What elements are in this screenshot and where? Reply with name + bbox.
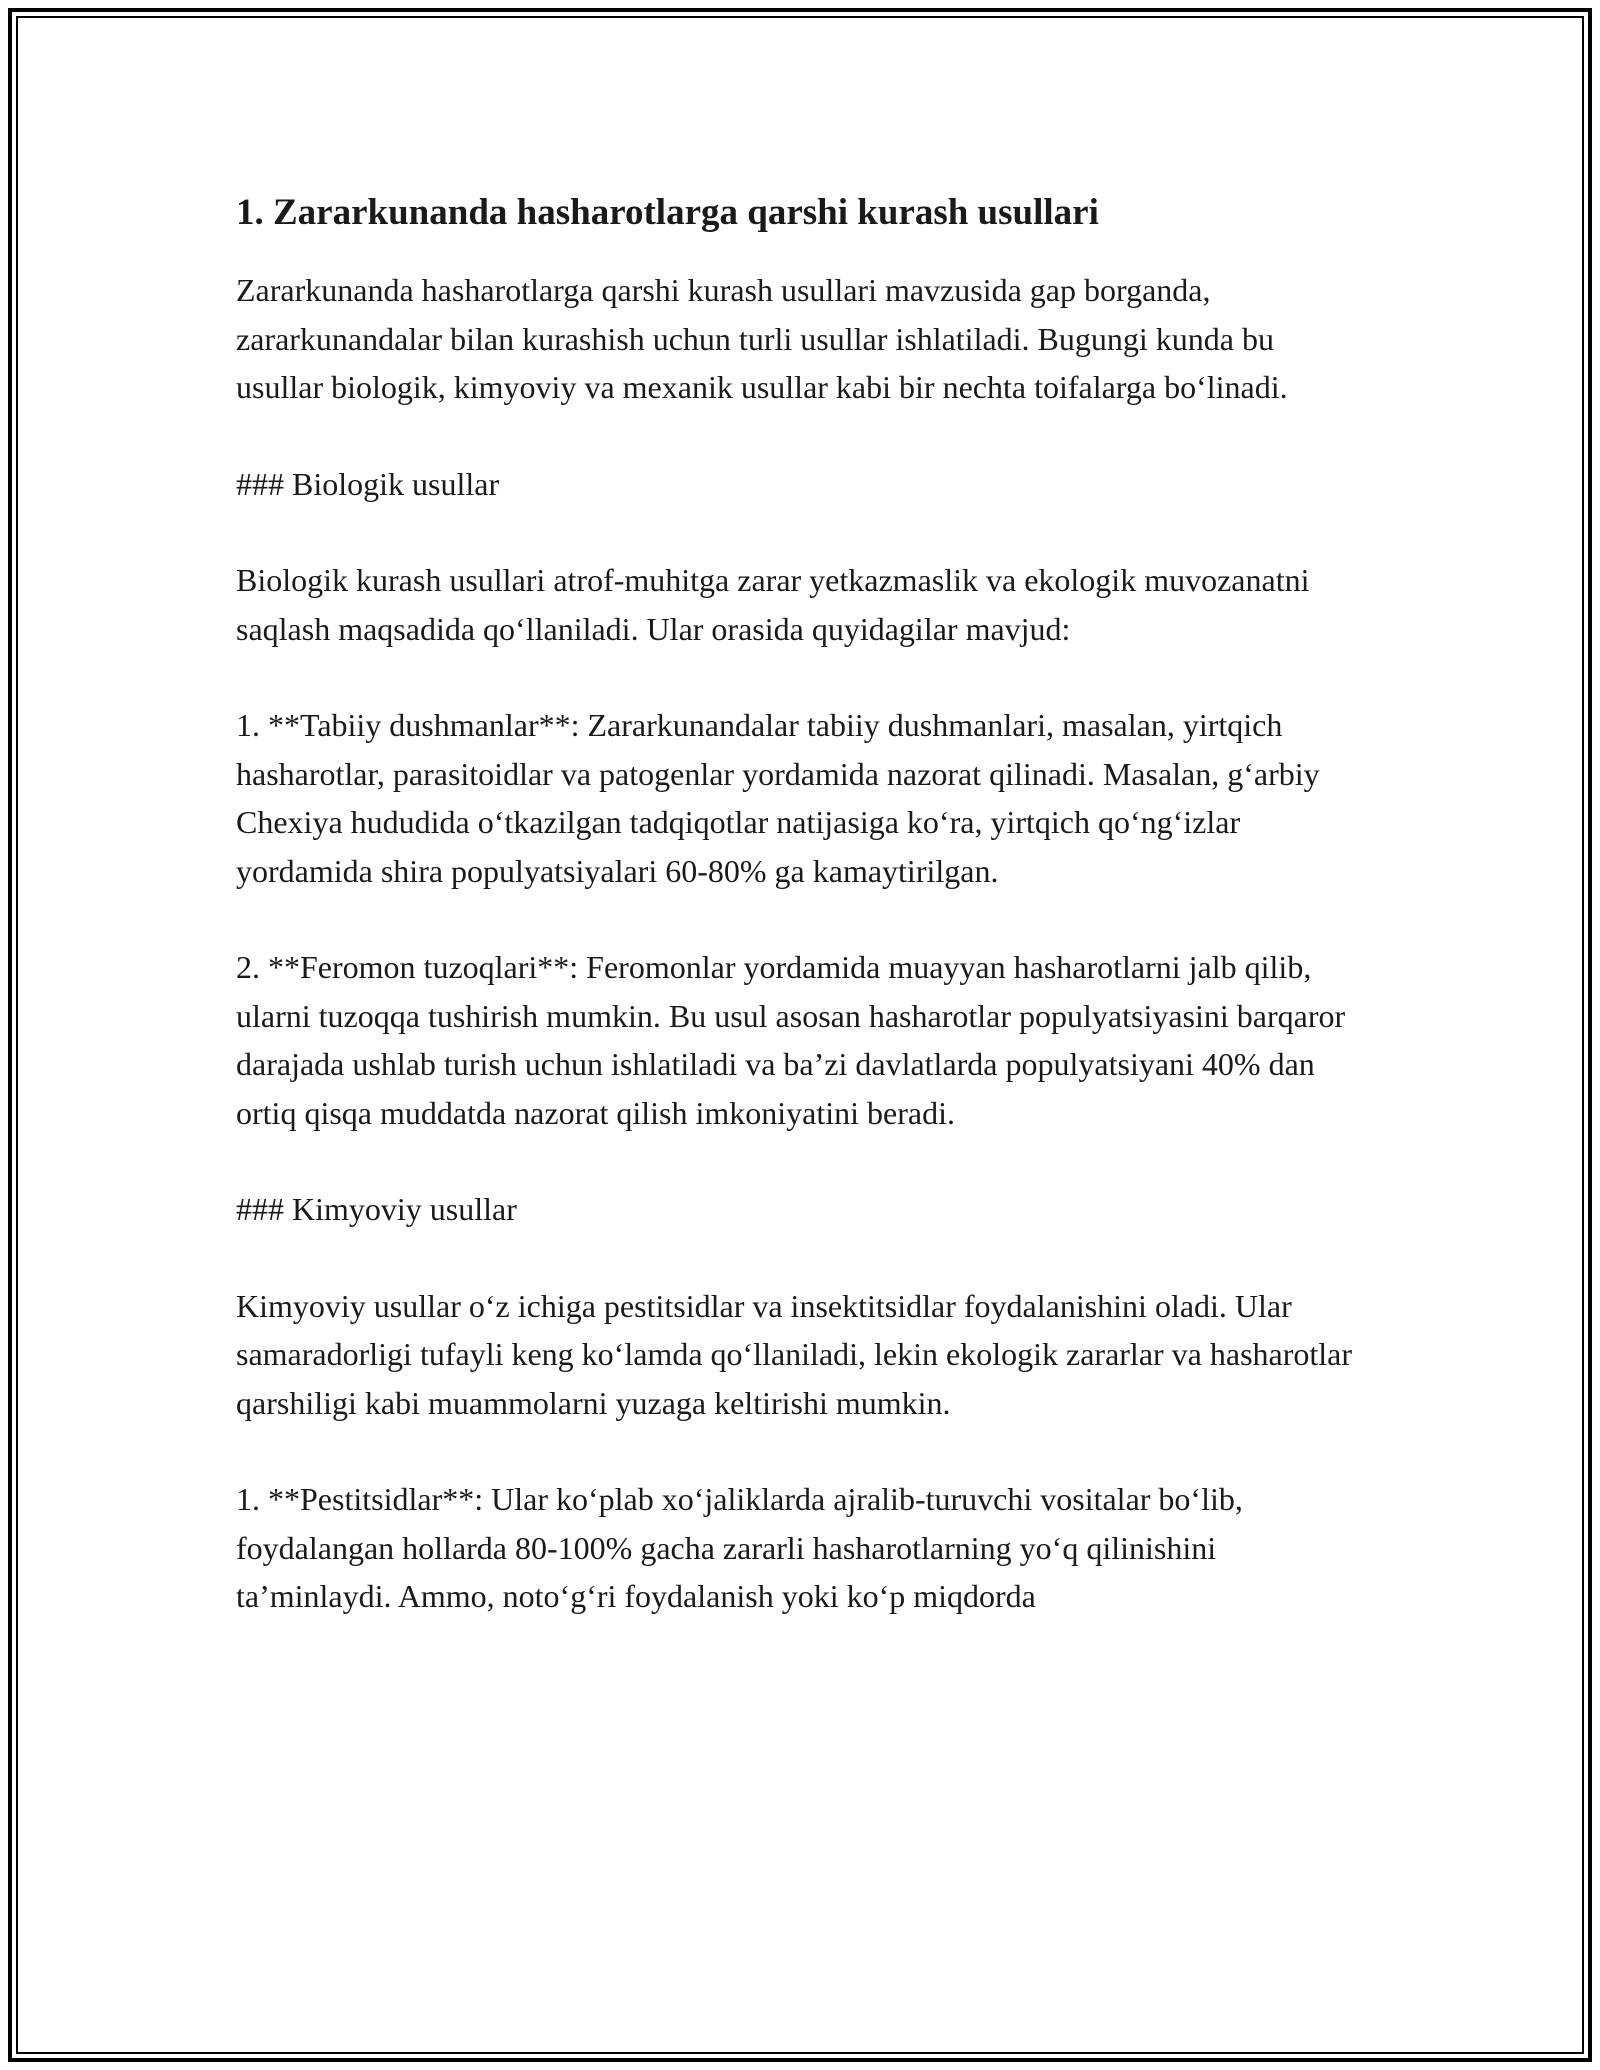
list-item-tabiiy-dushmanlar: 1. **Tabiiy dushmanlar**: Zararkunandalar tabiiy dushmanlari, masalan, yirtqich hasharotlar, parasitoidlar va patogenlar yordamida nazorat qilinadi. Masalan, g‘arbiy Chexiya hududida o‘tkazilgan tadqiqotlar natijasiga ko‘ra, yirtqich qo‘ng‘izlar yordamida shira populyatsiyalari 60-80% ga kamaytirilgan. [236, 707, 1320, 889]
document-title: 1. Zararkunanda hasharotlarga qarshi kurash usullari [236, 192, 1099, 233]
list-item-pestitsidlar: 1. **Pestitsidlar**: Ular ko‘plab xo‘jaliklarda ajralib-turuvchi vositalar bo‘lib, foydalangan hollarda 80-100% gacha zararli hasharotlarning yo‘q qilinishini ta’minlaydi. Ammo, noto‘g‘ri foydalanish yoki ko‘p miqdorda [236, 1481, 1243, 1614]
list-item-feromon-tuzoqlari: 2. **Feromon tuzoqlari**: Feromonlar yordamida muayyan hasharotlarni jalb qilib, ularni tuzoqqa tushirish mumkin. Bu usul asosan hasharotlar populyatsiyasini barqaror darajada ushlab turish uchun ishlatiladi va ba’zi davlatlarda populyatsiyani 40% dan ortiq qisqa muddatda nazorat qilish imkoniyatini beradi. [236, 949, 1346, 1131]
kimyoviy-intro-paragraph: Kimyoviy usullar o‘z ichiga pestitsidlar va insektitsidlar foydalanishini oladi. Ular samaradorligi tufayli keng ko‘lamda qo‘llaniladi, lekin ekologik zararlar va hasharotlar qarshiligi kabi muammolarni yuzaga keltirishi mumkin. [236, 1287, 1353, 1421]
section-heading-biologik: ### Biologik usullar [236, 465, 500, 502]
intro-paragraph: Zararkunanda hasharotlarga qarshi kurash usullari mavzusida gap borganda, zararkunandalar bilan kurashish uchun turli usullar ishlatiladi. Bugungi kunda bu usullar biologik, kimyoviy va mexanik usullar kabi bir nechta toifalarga bo‘linadi. [236, 272, 1288, 405]
section-heading-kimyoviy: ### Kimyoviy usullar [236, 1191, 517, 1227]
biologik-intro-paragraph: Biologik kurash usullari atrof-muhitga zarar yetkazmaslik va ekologik muvozanatni saqlash maqsadida qo‘llaniladi. Ular orasida quyidagilar mavjud: [236, 562, 1310, 647]
document-body [236, 188, 1366, 1621]
